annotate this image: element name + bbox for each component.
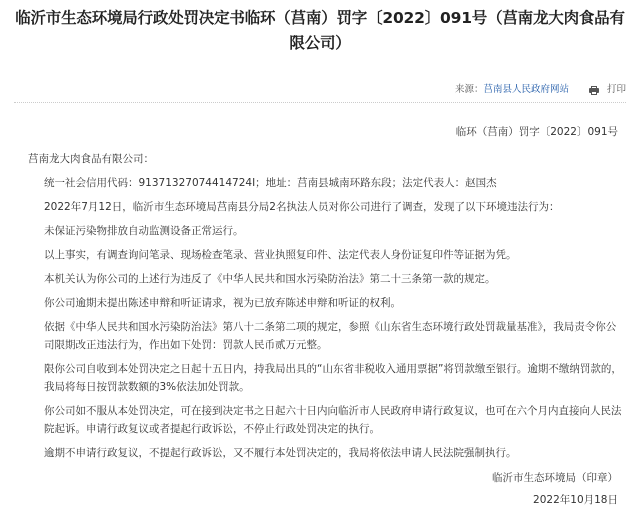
paragraph-5: 本机关认为你公司的上述行为违反了《中华人民共和国水污染防治法》第二十三条第一款的规定。 [44,273,496,285]
paragraph-10: 逾期不申请行政复议，不提起行政诉讼，又不履行本处罚决定的，我局将依法申请人民法院强制执行。 [44,447,517,459]
source-link[interactable]: 莒南县人民政府网站 [483,84,569,95]
paragraph-7: 依据《中华人民共和国水污染防治法》第八十二条第二项的规定，参照《山东省生态环境行政处罚裁量基准》，我局责令你公司限期改正违法行为，作出如下处罚：罚款人民币贰万元整。 [44,321,617,351]
paragraph-8: 限你公司自收到本处罚决定之日起十五日内，持我局出具的“山东省非税收入通用票据”将罚款缴至银行。逾期不缴纳罚款的，我局将每日按罚款数额的3%依法加处罚款。 [44,363,622,393]
page-title: 临沂市生态环境局行政处罚决定书临环（莒南）罚字〔2022〕091号（莒南龙大肉食品有限公司） [15,9,625,52]
paragraph-1: 统一社会信用代码：91371327074414724I；地址：莒南县城南环路东段；法定代表人：赵国杰 [44,177,497,189]
paragraph-2: 2022年7月12日，临沂市生态环境局莒南县分局2名执法人员对你公司进行了调查，发现了以下环境违法行为： [44,201,560,213]
document-number: 临环（莒南）罚字〔2022〕091号 [455,126,618,138]
header-divider [14,102,626,103]
printer-icon[interactable] [589,86,599,95]
paragraph-9: 你公司如不服从本处罚决定，可在接到决定书之日起六十日内向临沂市人民政府申请行政复议，也可在六个月内直接向人民法院起诉。申请行政复议或者提起行政诉讼，不停止行政处罚决定的执行。 [44,405,622,435]
recipient: 莒南龙大肉食品有限公司： [28,153,154,165]
source-label: 来源： [454,84,484,95]
print-button[interactable]: 打印 [606,84,626,95]
signature: 临沂市生态环境局（印章） [492,472,618,484]
paragraph-3: 未保证污染物排放自动监测设备正常运行。 [44,225,244,237]
article-meta [455,83,626,97]
paragraph-4: 以上事实，有调查询问笔录、现场检查笔录、营业执照复印件、法定代表人身份证复印件等证据为凭。 [44,249,517,261]
paragraph-6: 你公司逾期未提出陈述申辩和听证请求，视为已放弃陈述申辩和听证的权利。 [44,297,401,309]
document-date: 2022年10月18日 [533,494,618,506]
